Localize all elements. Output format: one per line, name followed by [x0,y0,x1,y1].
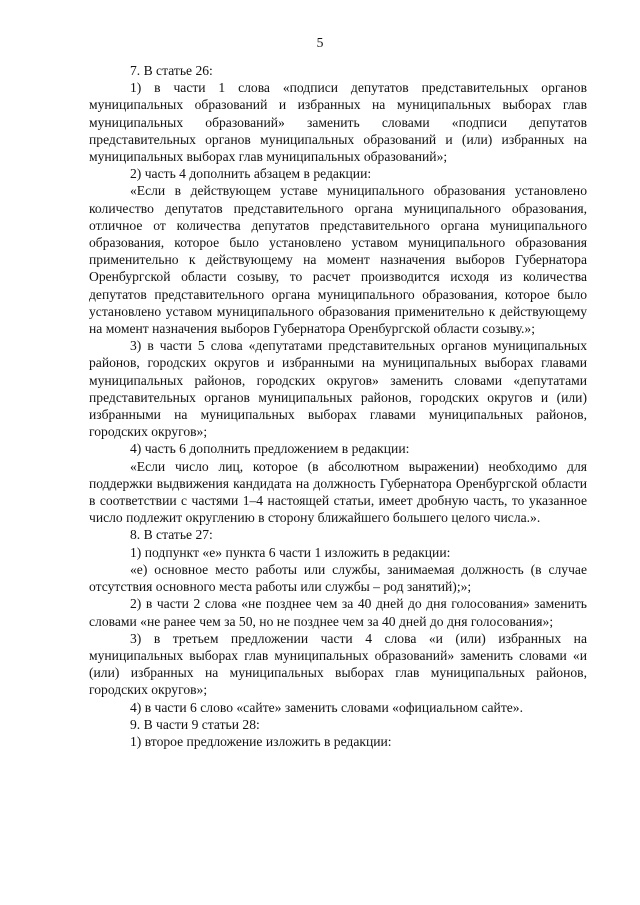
paragraph-item-1: 1) подпункт «е» пункта 6 части 1 изложить в редакции: [130,544,451,560]
paragraph-item-1: 1) в части 1 слова «подписи депутатов представительных органов муниципальных образований и избранных на муниципальных выборах глав муниципальных образований» заменить словами «подписи депутатов представительных органов муниципальных образований и (или) избранных на муниципальных выборах глав муниципальных образований»; [89,80,587,165]
paragraph-item-3: 3) в третьем предложении части 4 слова «и (или) избранных на муниципальных выборах глав муниципальных образований» заменить словами «и (или) избранных на муниципальных выборах глав муниципальных районов, городских округов»; [89,630,587,698]
paragraph-article-26-heading: 7. В статье 26: [130,63,213,78]
paragraph-item-2: 2) часть 4 дополнить абзацем в редакции: [130,166,372,182]
paragraph-item-4: 4) часть 6 дополнить предложением в редакции: [130,441,410,457]
paragraph-quote: «е) основное место работы или службы, занимаемая должность (в случае отсутствия основного места работы или службы – род занятий);»; [89,561,587,595]
paragraph-article-28-heading: 9. В части 9 статьи 28: [130,716,260,732]
paragraph-quote: «Если в действующем уставе муниципального образования установлено количество депутатов представительного органа муниципального образования, отличное от количества депутатов представительного органа муниципального образования, которое было установлено уставом муниципального образования применительно к действующему на момент назначения выборов Губернатора Оренбургской области созыву, то расчет производится исходя из количества депутатов представительного органа муниципального образования, которое было установлено уставом муниципального образования применительно к действующему на момент назначения выборов Губернатора Оренбургской области созыву.»; [89,183,587,337]
paragraph-item-1: 1) второе предложение изложить в редакции: [130,733,392,749]
page-number: 5 [316,35,324,50]
paragraph-quote: «Если число лиц, которое (в абсолютном выражении) необходимо для поддержки выдвижения кандидата на должность Губернатора Оренбургской области в соответствии с частями 1–4 настоящей статьи, имеет дробную часть, то указанное число подлежит округлению в сторону ближайшего большего целого числа.». [89,458,587,526]
paragraph-item-3: 3) в части 5 слова «депутатами представительных органов муниципальных районов, городских округов и избранными на муниципальных выборах главами муниципальных районов, городских округов» заменить словами «депутатами представительных органов муниципальных районов, городских округов и (или) избранными на муниципальных выборах главами муниципальных районов, городских округов»; [89,338,587,440]
paragraph-item-2: 2) в части 2 слова «не позднее чем за 40 дней до дня голосования» заменить словами «не ранее чем за 50, но не позднее чем за 40 дней до дня голосования»; [89,596,587,629]
paragraph-item-4: 4) в части 6 слово «сайте» заменить словами «официальном сайте». [130,699,524,715]
document-body [89,62,587,750]
paragraph-article-27-heading: 8. В статье 27: [130,527,213,543]
